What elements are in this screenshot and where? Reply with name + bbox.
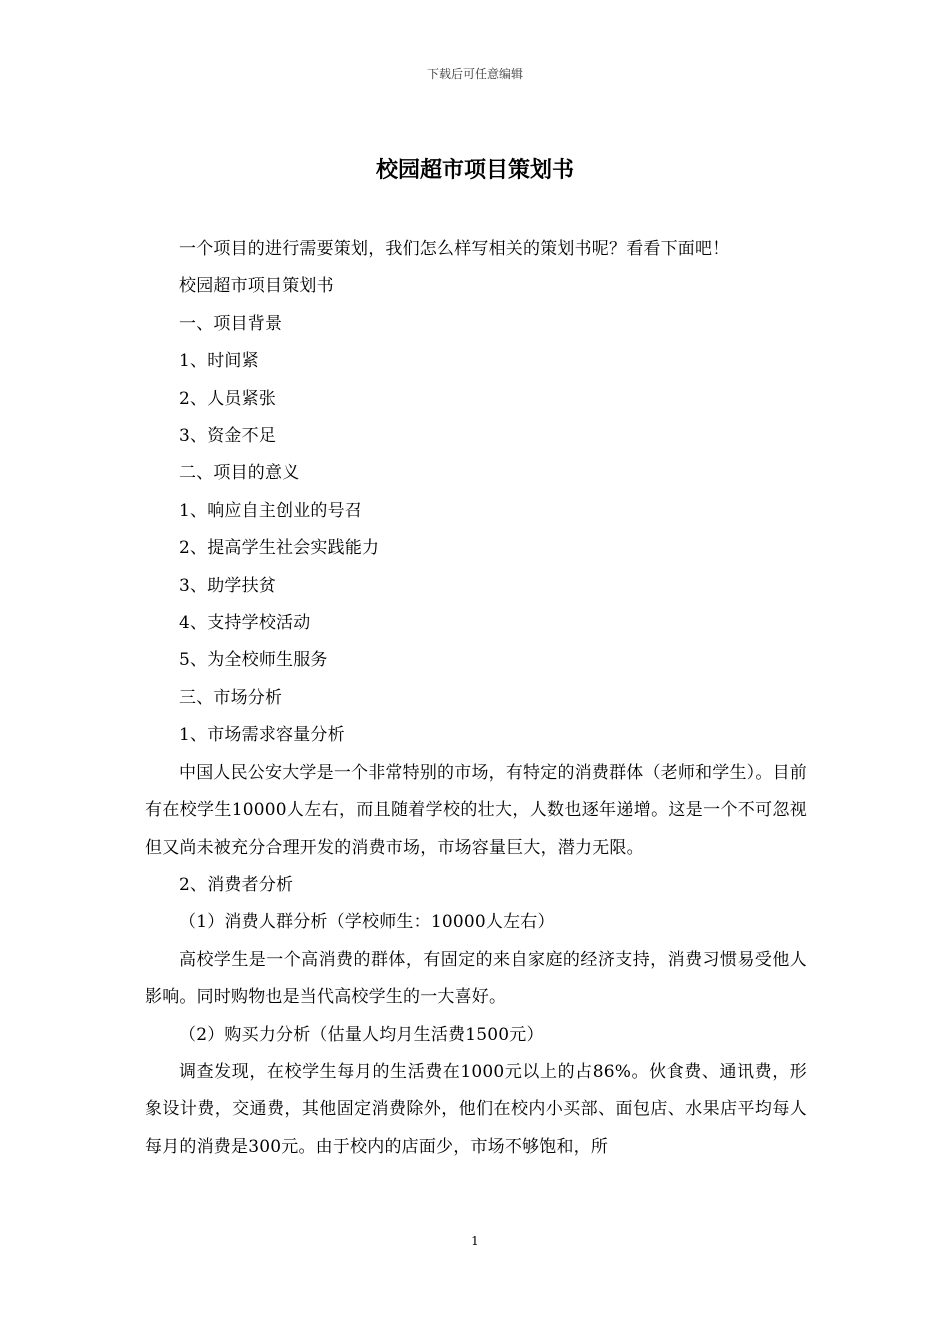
list-item: 4、支持学校活动 xyxy=(179,613,311,634)
paragraph-market-demand: 中国人民公安大学是一个非常特别的市场，有特定的消费群体（老师和学生）。目前有在校学生10000人左右，而且随着学校的壮大，人数也逐年递增。这是一个不可忽视但又尚未被充分合理开发的消费市场，市场容量巨大，潜力无限。 xyxy=(145,762,807,858)
paragraph-consumer-group: 高校学生是一个高消费的群体，有固定的来自家庭的经济支持，消费习惯易受他人影响。同时购物也是当代高校学生的一大喜好。 xyxy=(145,949,807,1008)
list-item: 5、为全校师生服务 xyxy=(179,650,328,671)
section-heading-market: 三、市场分析 xyxy=(179,687,283,708)
subsection-item-heading: （1）消费人群分析（学校师生：10000人左右） xyxy=(179,912,555,933)
document-title: 校园超市项目策划书 xyxy=(375,157,574,183)
list-item: 2、人员紧张 xyxy=(179,388,277,409)
list-item: 3、助学扶贫 xyxy=(179,575,277,596)
subsection-heading: 1、市场需求容量分析 xyxy=(179,725,345,746)
page-number: 1 xyxy=(471,1234,479,1248)
section-heading-background: 一、项目背景 xyxy=(179,313,283,334)
header-note: 下载后可任意编辑 xyxy=(426,67,523,81)
document-body xyxy=(145,231,807,1166)
paragraph-purchasing-power: 调查发现，在校学生每月的生活费在1000元以上的占86%。伙食费、通讯费，形象设计费，交通费，其他固定消费除外，他们在校内小买部、面包店、水果店平均每人每月的消费是300元。由于校内的店面少，市场不够饱和，所 xyxy=(145,1061,807,1157)
list-item: 1、时间紧 xyxy=(179,351,259,372)
list-item: 1、响应自主创业的号召 xyxy=(179,500,363,521)
subsection-heading: 2、消费者分析 xyxy=(179,874,294,895)
subsection-item-heading: （2）购买力分析（估量人均月生活费1500元） xyxy=(179,1024,544,1045)
list-item: 2、提高学生社会实践能力 xyxy=(179,538,380,559)
list-item: 3、资金不足 xyxy=(179,426,277,447)
paragraph-subtitle: 校园超市项目策划书 xyxy=(179,276,334,297)
section-heading-significance: 二、项目的意义 xyxy=(179,463,300,484)
paragraph-intro: 一个项目的进行需要策划，我们怎么样写相关的策划书呢？看看下面吧！ xyxy=(179,239,730,259)
